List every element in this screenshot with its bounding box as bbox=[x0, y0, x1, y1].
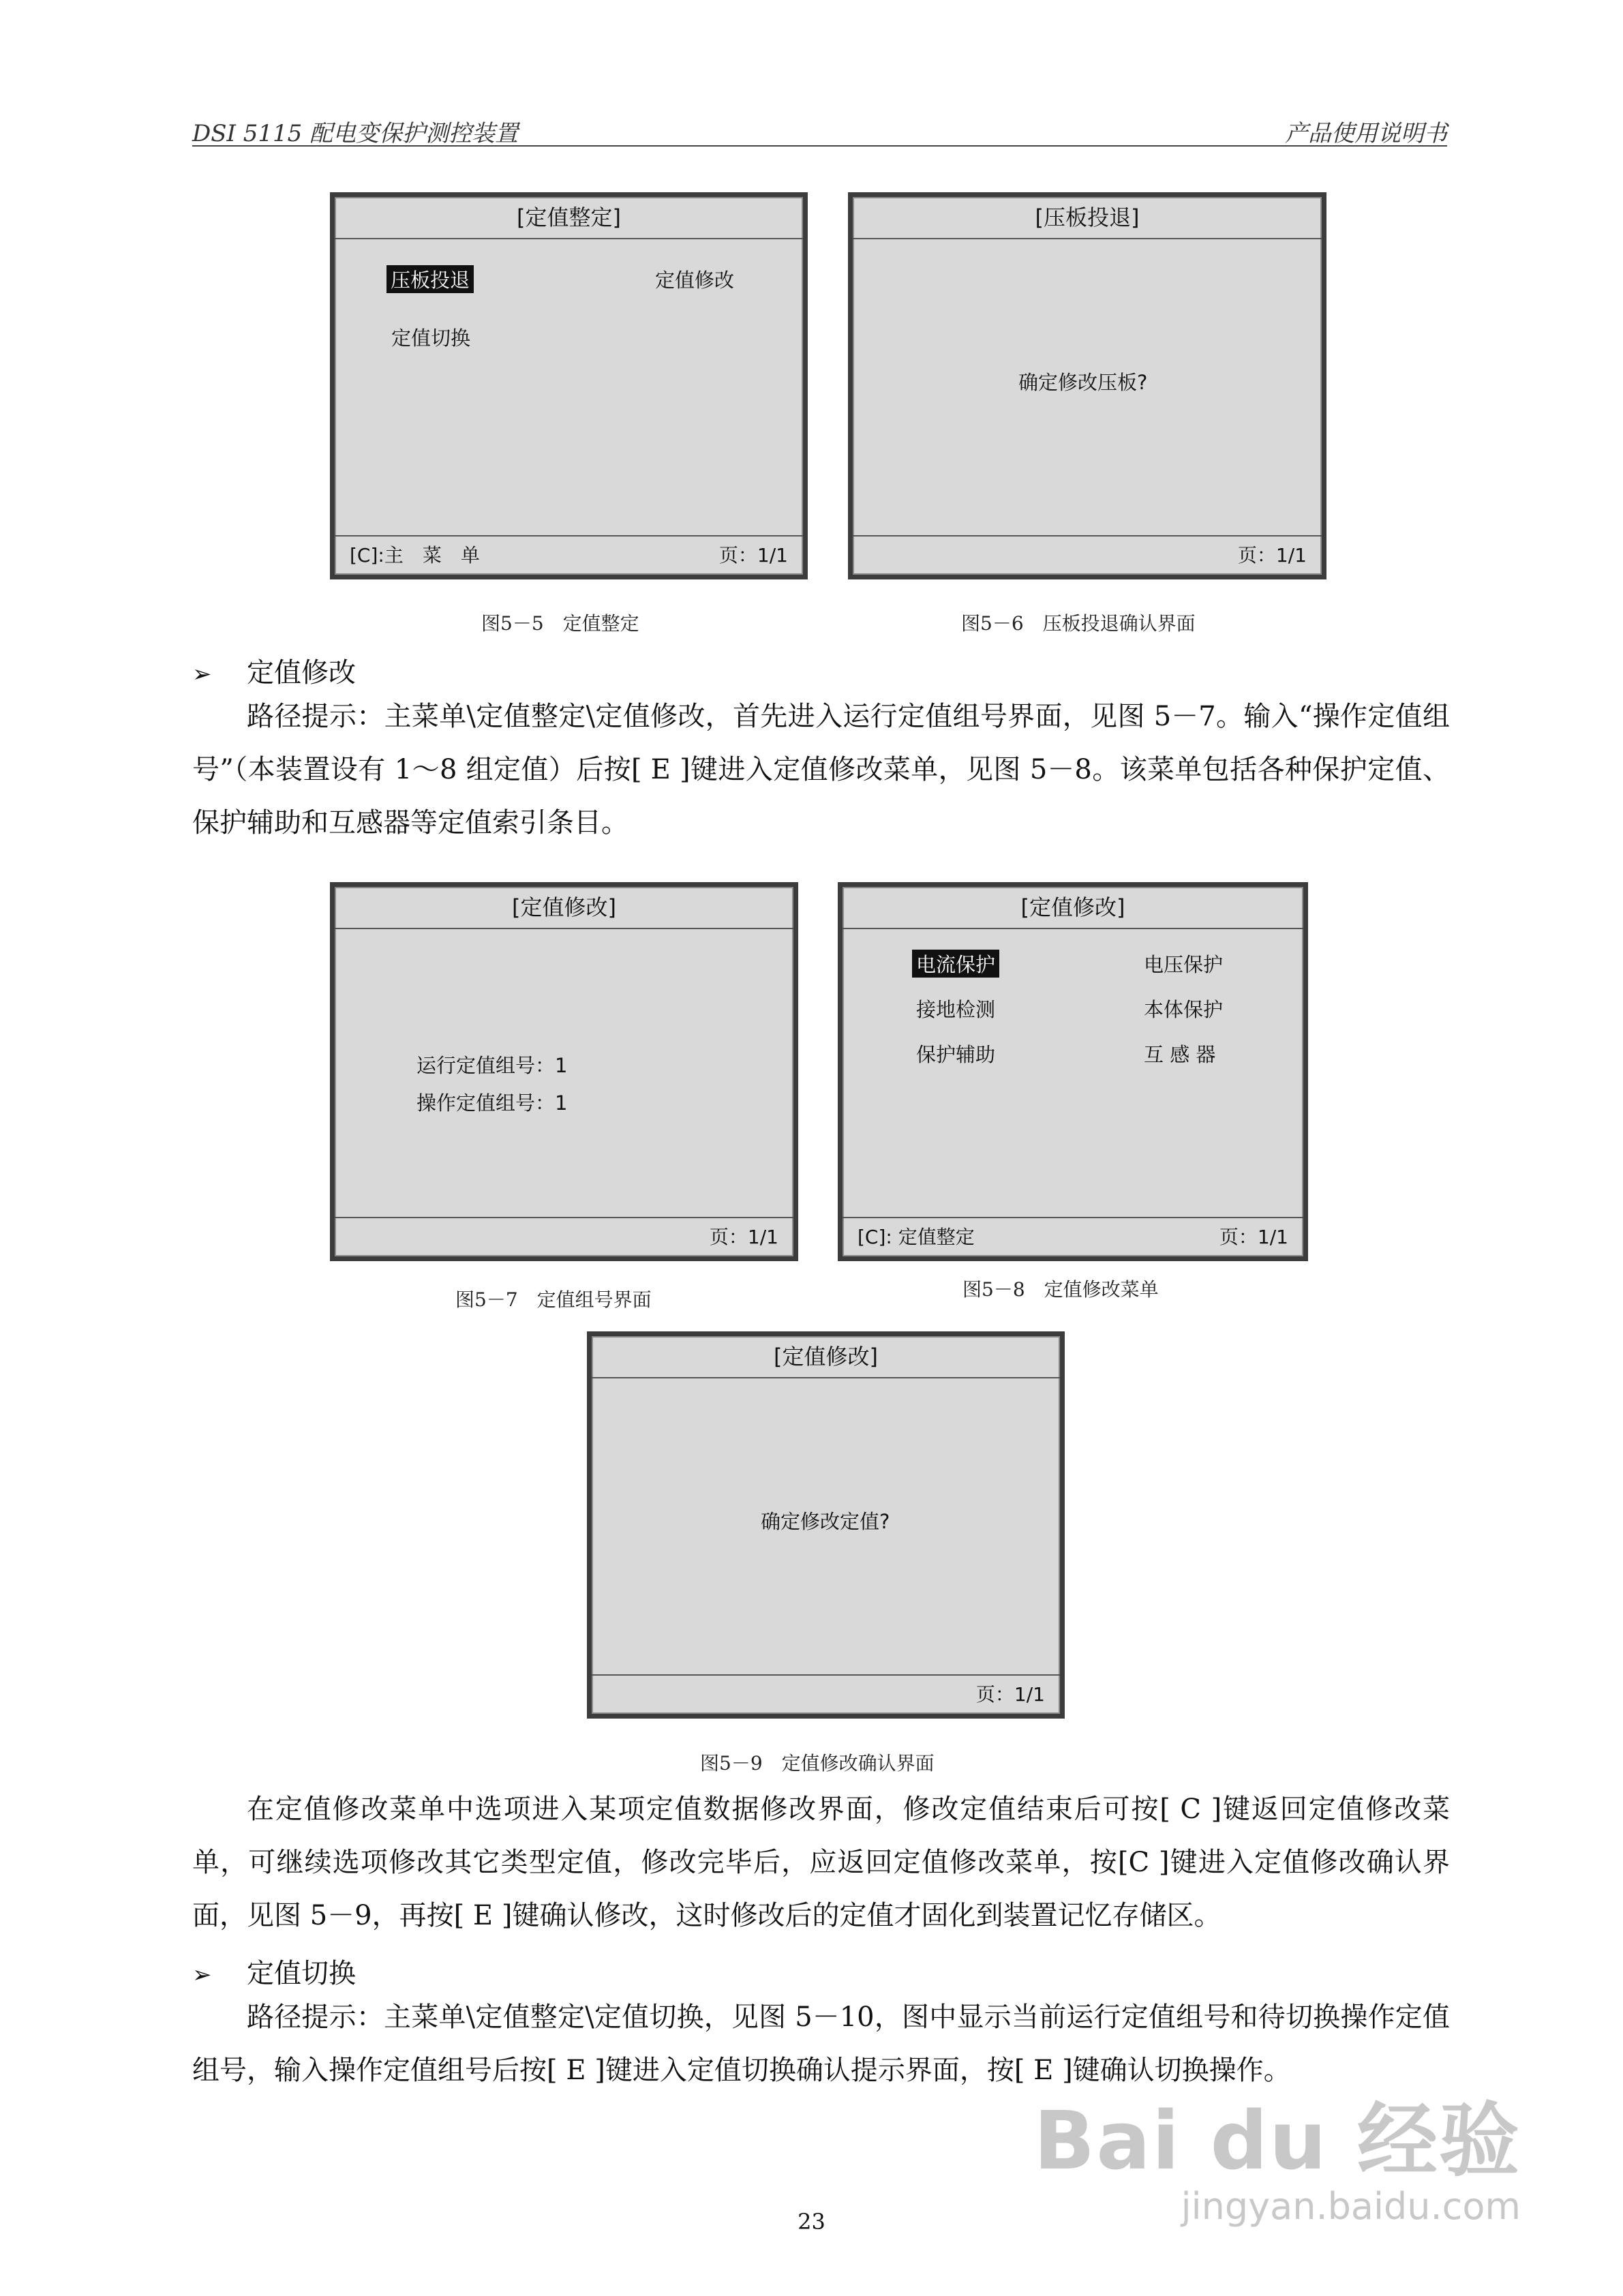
header-right: 产品使用说明书 bbox=[1285, 120, 1447, 147]
screen-title: [定值整定] bbox=[335, 197, 803, 239]
footer-page: 页：1/1 bbox=[718, 544, 788, 567]
menu-item-switch[interactable]: 定值切换 bbox=[391, 327, 471, 350]
watermark bbox=[1033, 2076, 1521, 2228]
caption-fig5-9: 图5－9 定值修改确认界面 bbox=[700, 1752, 935, 1774]
screen-footer bbox=[592, 1674, 1060, 1714]
screen-footer bbox=[853, 535, 1322, 575]
screen-footer bbox=[335, 535, 803, 575]
confirm-message: 确定修改定值? bbox=[761, 1510, 890, 1533]
footer-page: 页：1/1 bbox=[975, 1683, 1045, 1706]
screen-title: [定值修改] bbox=[335, 887, 793, 929]
screen-fig5-5 bbox=[330, 192, 808, 579]
header-left: DSI 5115 配电变保护测控装置 bbox=[192, 120, 519, 147]
menu-item-platen[interactable]: 压板投退 bbox=[386, 265, 474, 293]
caption-fig5-8: 图5－8 定值修改菜单 bbox=[962, 1278, 1159, 1301]
menu-item-aux[interactable]: 保护辅助 bbox=[916, 1043, 996, 1066]
footer-page: 页：1/1 bbox=[1219, 1226, 1288, 1248]
heading-modify-text: 定值修改 bbox=[247, 657, 356, 689]
running-group-label: 运行定值组号：1 bbox=[416, 1054, 568, 1077]
screen-fig5-6 bbox=[848, 192, 1326, 579]
menu-item-current[interactable]: 电流保护 bbox=[912, 950, 999, 978]
menu-item-modify[interactable]: 定值修改 bbox=[655, 269, 735, 292]
watermark-brand: Bai du 经验 bbox=[1033, 2094, 1521, 2188]
screen-fig5-9 bbox=[587, 1331, 1065, 1719]
header-divider bbox=[192, 145, 1447, 147]
caption-fig5-6: 图5－6 压板投退确认界面 bbox=[961, 612, 1196, 635]
screen-footer bbox=[335, 1217, 793, 1256]
footer-back: [C]:主 菜 单 bbox=[350, 544, 480, 567]
menu-item-body[interactable]: 本体保护 bbox=[1144, 998, 1224, 1021]
watermark-url: jingyan.baidu.com bbox=[1181, 2185, 1521, 2228]
heading-switch bbox=[192, 1952, 356, 1991]
screen-title: [压板投退] bbox=[853, 197, 1322, 239]
menu-item-ground[interactable]: 接地检测 bbox=[916, 998, 996, 1021]
paragraph-switch: 路径提示：主菜单\定值整定\定值切换，见图 5－10，图中显示当前运行定值组号和待切换操作定值组号，输入操作定值组号后按[ E ]键进入定值切换确认提示界面，按[ E ]键确认切换操作。 bbox=[192, 2002, 1450, 2086]
footer-page: 页：1/1 bbox=[709, 1226, 778, 1248]
menu-item-voltage[interactable]: 电压保护 bbox=[1144, 953, 1224, 976]
paragraph-after: 在定值修改菜单中选项进入某项定值数据修改界面，修改定值结束后可按[ C ]键返回定值修改菜单，可继续选项修改其它类型定值，修改完毕后，应返回定值修改菜单，按[C ]键进入定值修改确认界面，见图 5－9，再按[ E ]键确认修改，这时修改后的定值才固化到装置记忆存储区。 bbox=[192, 1794, 1450, 1931]
heading-switch-text: 定值切换 bbox=[247, 1958, 356, 1989]
heading-modify bbox=[192, 651, 356, 690]
screen-fig5-8 bbox=[838, 882, 1308, 1261]
caption-fig5-5: 图5－5 定值整定 bbox=[481, 612, 639, 635]
screen-fig5-7 bbox=[330, 882, 798, 1261]
footer-back: [C]: 定值整定 bbox=[858, 1226, 975, 1248]
caption-fig5-7: 图5－7 定值组号界面 bbox=[455, 1288, 652, 1311]
arrow-bullet-icon: ➢ bbox=[192, 1961, 212, 1989]
footer-page: 页：1/1 bbox=[1237, 544, 1307, 567]
screen-title: [定值修改] bbox=[592, 1336, 1060, 1378]
arrow-bullet-icon: ➢ bbox=[192, 661, 212, 688]
page-number: 23 bbox=[798, 2209, 825, 2235]
menu-item-transformer[interactable]: 互 感 器 bbox=[1144, 1043, 1216, 1066]
operate-group-label[interactable]: 操作定值组号：1 bbox=[416, 1091, 568, 1115]
paragraph-modify: 路径提示：主菜单\定值整定\定值修改，首先进入运行定值组号界面，见图 5－7。输入“操作定值组号”（本装置设有 1～8 组定值）后按[ E ]键进入定值修改菜单，见图 5－8。该菜单包括各种保护定值、保护辅助和互感器等定值索引条目。 bbox=[192, 701, 1450, 839]
screen-footer bbox=[843, 1217, 1303, 1256]
confirm-message: 确定修改压板? bbox=[1018, 371, 1148, 394]
screen-title: [定值修改] bbox=[843, 887, 1303, 929]
